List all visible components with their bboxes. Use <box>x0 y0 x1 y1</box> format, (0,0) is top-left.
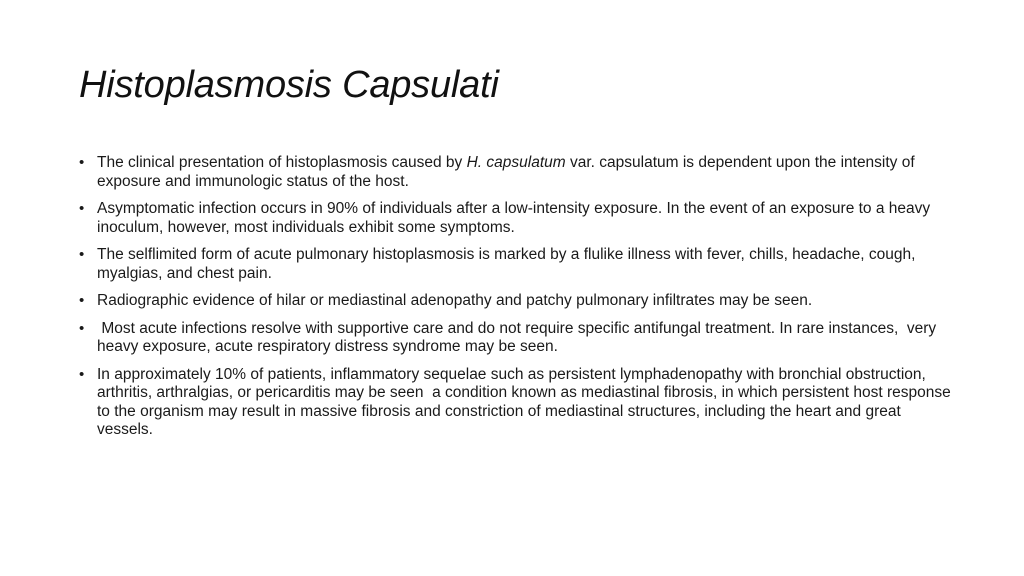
bullet-item-6 <box>79 366 959 440</box>
bullet-marker: • <box>79 200 85 217</box>
bullet-marker: • <box>79 292 85 309</box>
bullet-marker: • <box>79 365 85 383</box>
bullet-item-2 <box>79 200 959 237</box>
bullet-text: Radiographic evidence of hilar or mediastinal adenopathy and patchy pulmonary infiltrates may be seen. <box>97 292 813 309</box>
bullet-text-italic: H. capsulatum <box>466 154 566 171</box>
bullet-text: The selflimited form of acute pulmonary histoplasmosis is marked by a flulike illness with fever, chills, headache, cough, myalgias, and chest pain. <box>97 246 916 282</box>
bullet-text: Asymptomatic infection occurs in 90% of individuals after a low-intensity exposure. In the event of an exposure to a heavy inoculum, however, most individuals exhibit some symptoms. <box>97 200 931 236</box>
bullet-text: In approximately 10% of patients, inflammatory sequelae such as persistent lymphadenopathy with bronchial obstruction, arthritis, arthralgias, or pericarditis may be seen a condition known as mediastinal fibrosis, in which persistent host response to the organism may result in massive fibrosis and constriction of mediastinal structures, including the heart and great vessels. <box>97 365 956 438</box>
bullet-item-1 <box>79 154 959 191</box>
bullet-text-part: The clinical presentation of histoplasmosis caused by <box>97 154 467 171</box>
bullet-item-4 <box>79 292 959 311</box>
bullet-marker: • <box>79 246 85 263</box>
bullet-text-part: var. capsulatum is dependent upon the intensity of exposure and immunologic status of the host. <box>97 154 915 190</box>
bullet-item-5 <box>79 320 959 357</box>
bullet-list <box>79 154 959 449</box>
bullet-marker: • <box>79 154 85 171</box>
bullet-marker: • <box>79 319 85 337</box>
bullet-text: Most acute infections resolve with supportive care and do not require specific antifungal treatment. In rare instances, very heavy exposure, acute respiratory distress syndrome may be seen. <box>97 319 941 355</box>
bullet-item-3 <box>79 246 959 283</box>
slide-title: Histoplasmosis Capsulati <box>79 64 499 106</box>
